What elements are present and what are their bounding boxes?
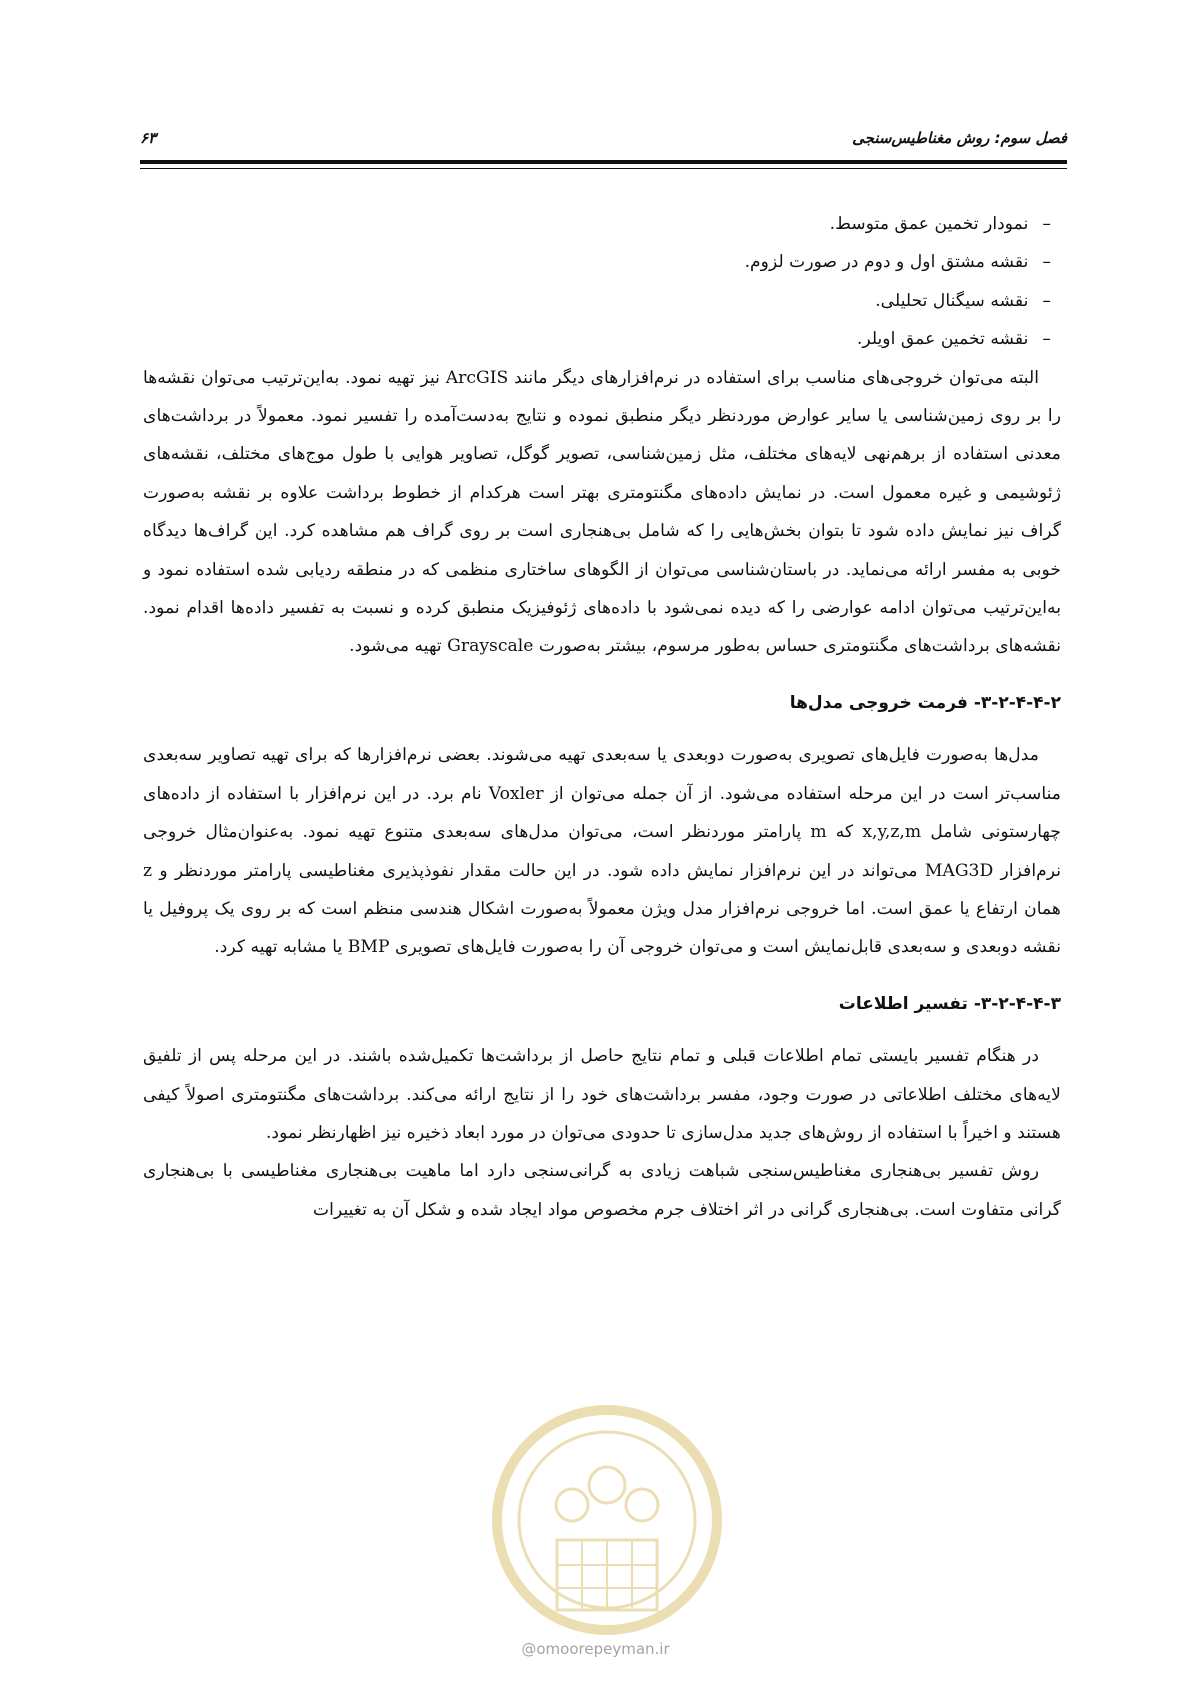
paragraph: مدل‌ها به‌صورت فایل‌های تصویری به‌صورت دوبعدی یا سه‌بعدی تهیه می‌شوند. بعضی نرم‌افزارها که برای تهیه تصاویر سه‌بعدی مناسب‌تر است در این مرحله استفاده می‌شود. از آن جمله می‌توان از Voxler نام برد. در این نرم‌افزار با استفاده از داده‌های چهارستونی شامل x,y,z,m که m پارامتر موردنظر است، می‌توان مدل‌های سه‌بعدی متنوع تهیه نمود. به‌عنوان‌مثال خروجی نرم‌افزار MAG3D می‌تواند در این نرم‌افزار نمایش داده شود. در این حالت مقدار نفوذپذیری مغناطیسی پارامتر موردنظر و z همان ارتفاع یا عمق است. اما خروجی نرم‌افزار مدل ویژن معمولاً به‌صورت اشکال هندسی منظم است که بر روی یک پروفیل یا نقشه دوبعدی و سه‌بعدی قابل‌نمایش است و می‌توان خروجی آن را به‌صورت فایل‌های تصویری BMP یا مشابه تهیه کرد. <box>143 745 1062 958</box>
page-body <box>143 205 1061 1229</box>
chapter-title: فصل سوم: روش مغناطیس‌سنجی <box>852 129 1067 147</box>
watermark-url: @omoorepeyman.ir <box>521 1640 670 1658</box>
paragraph: البته می‌توان خروجی‌های مناسب برای استفاده در نرم‌افزارهای دیگر مانند ArcGIS نیز تهیه نمود. به‌این‌ترتیب می‌توان نقشه‌ها را بر روی زمین‌شناسی یا سایر عوارض موردنظر دیگر منطبق نموده و نتایج به‌دست‌آمده را تفسیر نمود. معمولاً در برداشت‌های معدنی استفاده از برهم‌نهی لایه‌های مختلف، مثل زمین‌شناسی، تصویر گوگل، تصاویر هوایی با طول موج‌های مختلف، نقشه‌های ژئوشیمی و غیره معمول است. در نمایش داده‌های مگنتومتری بهتر است هرکدام از خطوط برداشت علاوه بر نقشه به‌صورت گراف نیز نمایش داده شود تا بتوان بخش‌هایی را که شامل بی‌هنجاری است بر روی گراف هم مشاهده کرد. این گراف‌ها دیدگاه خوبی به مفسر ارائه می‌نماید. در باستان‌شناسی می‌توان از الگوهای ساختاری منظمی که در منطقه ردیابی شده استفاده نمود و به‌این‌ترتیب می‌توان ادامه عوارضی را که دیده نمی‌شود با داده‌های ژئوفیزیک منطبق کرده و نسبت به تفسیر داده‌ها اقدام نمود. نقشه‌های برداشت‌های مگنتومتری حساس به‌طور مرسوم، بیشتر به‌صورت Grayscale تهیه می‌شود. <box>143 367 1061 657</box>
bullet-list <box>143 205 1061 359</box>
section-heading: ۳-۲-۴-۴-۳- تفسیر اطلاعات <box>838 993 1061 1014</box>
list-item: – نقشه سیگنال تحلیلی. <box>143 282 1051 320</box>
watermark-emblem <box>462 1390 752 1650</box>
list-item: – نمودار تخمین عمق متوسط. <box>143 205 1051 243</box>
dash-icon: – <box>1042 214 1051 234</box>
header-rule-thick <box>140 160 1067 164</box>
page-header <box>140 120 1067 156</box>
dash-icon: – <box>1042 290 1051 311</box>
page-number: ۶۳ <box>140 129 157 147</box>
header-rule-thin <box>140 168 1067 169</box>
section-heading: ۳-۲-۴-۴-۲- فرمت خروجی مدل‌ها <box>789 692 1061 713</box>
dash-icon: – <box>1042 329 1051 350</box>
list-item: – نقشه مشتق اول و دوم در صورت لزوم. <box>143 243 1051 281</box>
paragraph: در هنگام تفسیر بایستی تمام اطلاعات قبلی و تمام نتایج حاصل از برداشت‌ها تکمیل‌شده باشند. در این مرحله پس از تلفیق لایه‌های مختلف اطلاعاتی در صورت وجود، مفسر برداشت‌های خود را از نتایج ارائه می‌کند. برداشت‌های مگنتومتری اصولاً کیفی هستند و اخیراً با استفاده از روش‌های جدید مدل‌سازی تا حدودی می‌توان در مورد ابعاد ذخیره نیز اظهارنظر نمود. <box>143 1046 1061 1143</box>
paragraph: روش تفسیر بی‌هنجاری مغناطیس‌سنجی شباهت زیادی به گرانی‌سنجی دارد اما ماهیت بی‌هنجاری مغناطیسی با بی‌هنجاری گرانی متفاوت است. بی‌هنجاری گرانی در اثر اختلاف جرم مخصوص مواد ایجاد شده و شکل آن به تغییرات <box>143 1161 1061 1220</box>
list-item: – نقشه تخمین عمق اویلر. <box>143 320 1051 358</box>
dash-icon: – <box>1042 252 1051 273</box>
